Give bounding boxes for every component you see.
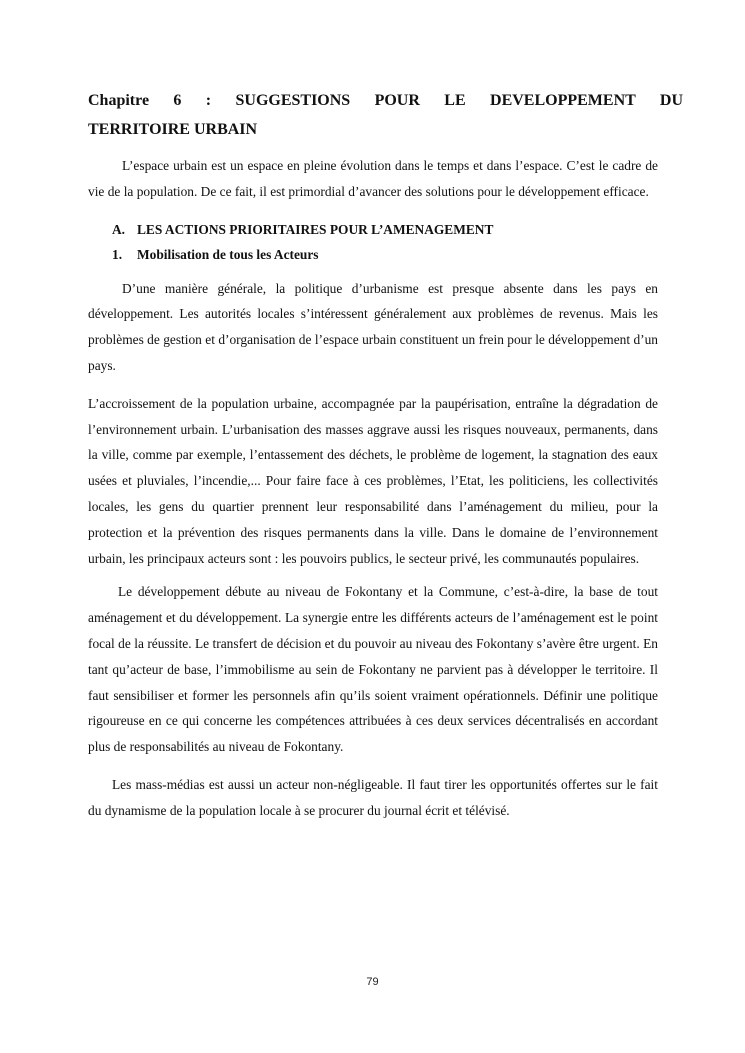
intro-paragraph: L’espace urbain est un espace en pleine évolution dans le temps et dans l’espace. C’est le cadre de vie de la population. De ce fait, il est primordial d’avancer des solutions pour le développement efficace. (88, 158, 658, 199)
page-number: 79 (366, 976, 379, 988)
subsection-title: Mobilisation de tous les Acteurs (137, 246, 319, 262)
chapter-title-line2: TERRITOIRE URBAIN (88, 121, 258, 138)
body-paragraph-1: D’une manière générale, la politique d’urbanisme est presque absente dans les pays en développement. Les autorités locales s’intéressent généralement aux problèmes de revenus. Mais les problèmes de gestion et d’organisation de l’espace urbain constituent un frein pour le développement d’un pays. (88, 280, 658, 373)
chapter-title-line1: Chapitre 6 : SUGGESTIONS POUR LE DEVELOPPEMENT DU (88, 92, 683, 109)
section-number: A. (112, 221, 126, 237)
subsection-number: 1. (112, 246, 123, 262)
document-page (88, 86, 683, 824)
body-paragraph-4: Les mass-médias est aussi un acteur non-négligeable. Il faut tirer les opportunités offertes sur le fait du dynamisme de la population locale à se procurer du journal écrit et télévisé. (88, 776, 658, 818)
section-title: LES ACTIONS PRIORITAIRES POUR L’AMENAGEMENT (137, 221, 494, 237)
subsection-heading-1 (112, 242, 658, 267)
chapter-title (88, 86, 683, 144)
section-heading-a (112, 217, 658, 242)
body-paragraph-2: L’accroissement de la population urbaine, accompagnée par la paupérisation, entraîne la dégradation de l’environnement urbain. L’urbanisation des masses aggrave aussi les risques nouveaux, permanents, dans la ville, comme par exemple, l’entassement des déchets, le problème de logement, la stagnation des eaux usées et pluviales, l’incendie,... Pour faire face à ces problèmes, l’Etat, les politiciens, les collectivités locales, les gens du quartier prennent leur responsabilité dans l’aménagement du milieu, pour la protection et la prévention des risques permanents dans la ville. Dans le domaine de l’environnement urbain, les principaux acteurs sont : les pouvoirs publics, le secteur privé, les communautés populaires. (88, 395, 658, 566)
body-paragraph-3: Le développement débute au niveau de Fokontany et la Commune, c’est-à-dire, la base de tout aménagement et du développement. La synergie entre les différents acteurs de l’aménagement est le point focal de la réussite. Le transfert de décision et du pouvoir au niveau des Fokontany s’avère être urgent. En tant qu’acteur de base, l’immobilisme au sein de Fokontany ne parvient pas à développer le territoire. Il faut sensibiliser et former les personnels afin qu’ils soient vraiment opérationnels. Définir une politique rigoureuse en ce qui concerne les compétences attribuées à ces deux services décentralisés en accordant plus de responsabilités au niveau de Fokontany. (88, 584, 658, 755)
